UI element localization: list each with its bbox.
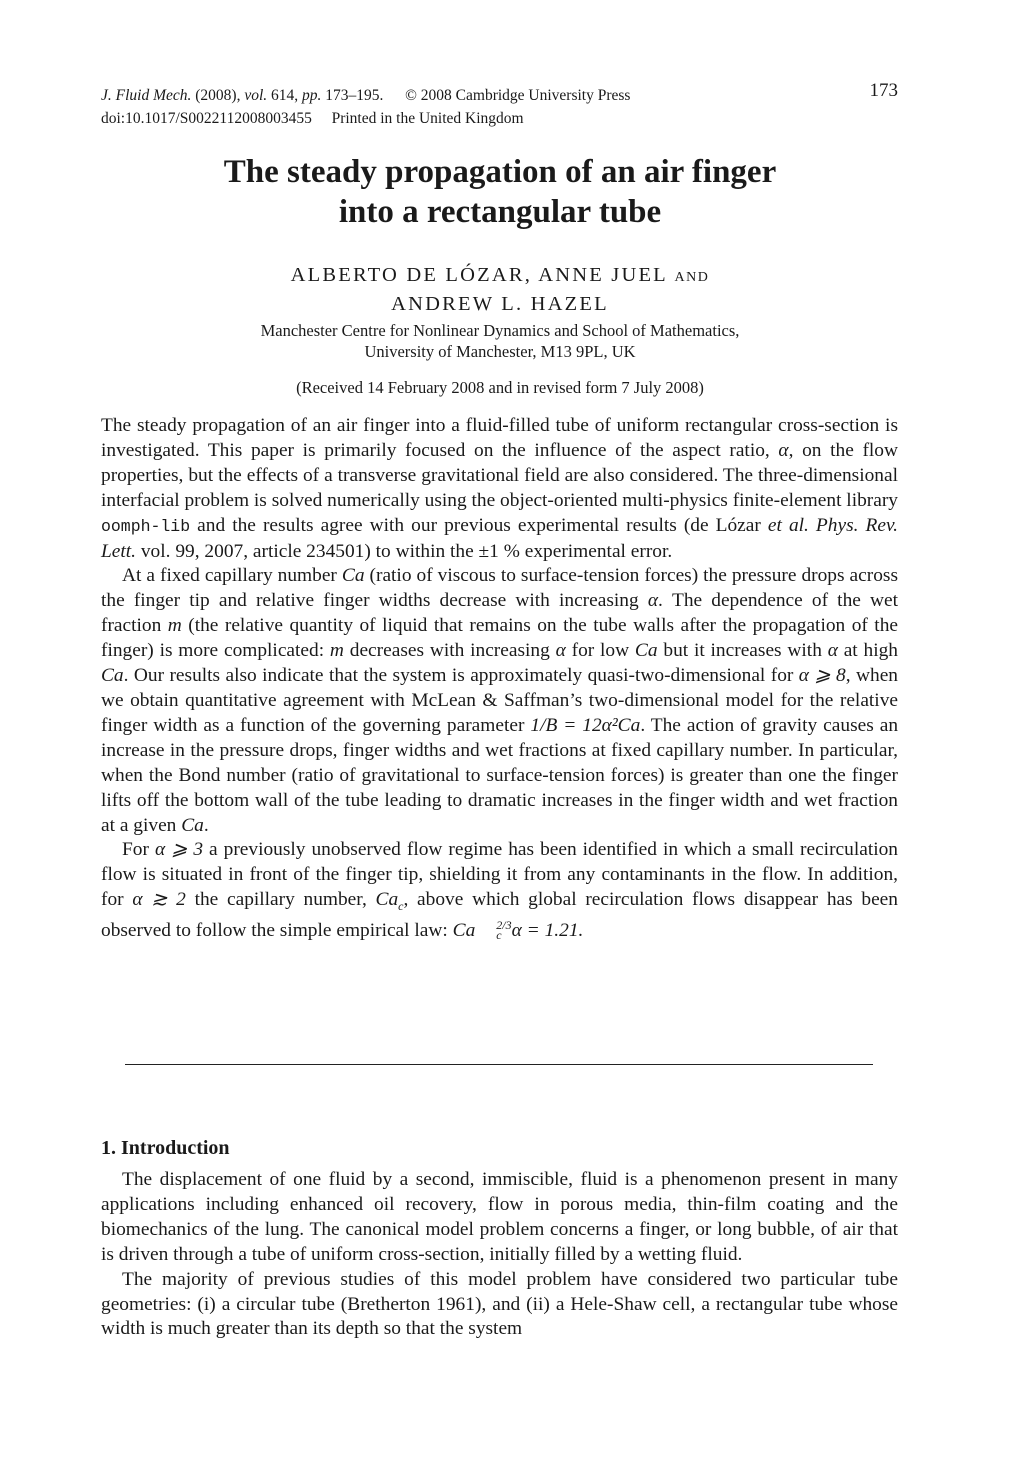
abstract [101,414,898,944]
affiliation-line-2: University of Manchester, M13 9PL, UK [364,342,636,361]
intro-paragraph-1: The displacement of one fluid by a second, immiscible, fluid is a phenomenon present in many applications including enhanced oil recovery, flow in porous media, thin-film coating and the biomechanics of the lung. The canonical model problem concerns a finger, or long bubble, of air that is driven through a tube of uniform cross-section, initially filled by a wetting fluid. [101,1169,898,1265]
page-range: 173–195. [325,87,384,104]
authors-conjunction: AND [674,270,710,285]
pages-label: pp. [302,87,322,104]
doi: doi:10.1017/S0022112008003455 [101,110,312,127]
empirical-law: Ca 2/3 c α = 1.21. [452,918,584,942]
paper-title [0,152,1000,232]
volume-number: 614, [271,87,299,104]
title-line-1: The steady propagation of an air finger [223,154,777,190]
affiliation-line-1: Manchester Centre for Nonlinear Dynamics and School of Mathematics, [260,321,740,340]
introduction-body [101,1168,898,1342]
authors-line-2: ANDREW L. HAZEL [391,293,609,315]
inline-math-governing-parameter: 1/B = 12α²Ca [530,714,641,736]
intro-paragraph-2: The majority of previous studies of this model problem have considered two particular tube geometries: (i) a circular tube (Bretherton 1961), and (ii) a Hele-Shaw cell, a rectangular tube whose width is much greater than its depth so that the system [101,1268,898,1340]
printed-notice: Printed in the United Kingdom [331,110,524,127]
citation-journal: et al. Phys. Rev. Lett. [101,514,898,562]
section-heading: 1. Introduction [101,1137,230,1159]
author-list [0,262,1000,317]
affiliation [0,320,1000,362]
title-line-2: into a rectangular tube [338,194,662,230]
abstract-paragraph-1: The steady propagation of an air finger into a fluid-filled tube of uniform rectangular cross-section is investigated. This paper is primarily focused on the influence of the aspect ratio, α, on the flow properties, but the effects of a transverse gravitational field are also considered. The three-dimensional interfacial problem is solved numerically using the object-oriented multi-physics finite-element library oomph-lib and the results agree with our previous experimental results (de Lózar et al. Phys. Rev. Lett. vol. 99, 2007, article 234501) to within the ±1 % experimental error. [101,415,899,562]
authors-line-1: ALBERTO DE LÓZAR, ANNE JUEL [290,264,668,286]
abstract-paragraph-2: At a fixed capillary number Ca (ratio of viscous to surface-tension forces) the pressure drops across the finger tip and relative finger widths decrease with increasing α. The dependence of the wet fraction m (the relative quantity of liquid that remains on the tube walls after the propagation of the finger) is more complicated: m decreases with increasing α for low Ca but it increases with α at high Ca. Our results also indicate that the system is approximately quasi-two-dimensional for α ⩾ 8, when we obtain quantitative agreement with McLean & Saffman’s two-dimensional model for the relative finger width as a function of the governing parameter 1/B = 12α²Ca. The action of gravity causes an increase in the pressure drops, finger widths and wet fractions at fixed capillary number. In particular, when the Bond number (ratio of gravitational to surface-tension forces) is greater than one the finger lifts off the bottom wall of the tube leading to dramatic increases in the finger width and wet fraction at a given Ca. [101,565,899,836]
page-number: 173 [869,80,898,101]
doi-line [101,107,630,130]
abstract-divider [125,1064,873,1065]
volume-label: vol. [244,87,268,104]
inline-math-alpha-condition: α ⩾ 8 [798,665,846,687]
journal-year: (2008), [195,87,241,104]
citation-line [101,84,630,107]
abstract-paragraph-3: For α ⩾ 3 a previously unobserved flow regime has been identified in which a small recirculation flow is situated in front of the finger tip, shielding it from any contaminants in the flow. In addition, for α ≳ 2 the capillary number, $Ca_c$, above which global recirculation flows disappear has been observed to follow the simple empirical law: Ca 2/3 c α = 1.21. [101,839,898,942]
journal-name: J. Fluid Mech. [101,87,192,104]
received-dates: (Received 14 February 2008 and in revised form 7 July 2008) [296,378,704,397]
library-name: oomph-lib [101,516,191,536]
copyright-notice: © 2008 Cambridge University Press [405,87,631,104]
running-header [101,84,630,130]
